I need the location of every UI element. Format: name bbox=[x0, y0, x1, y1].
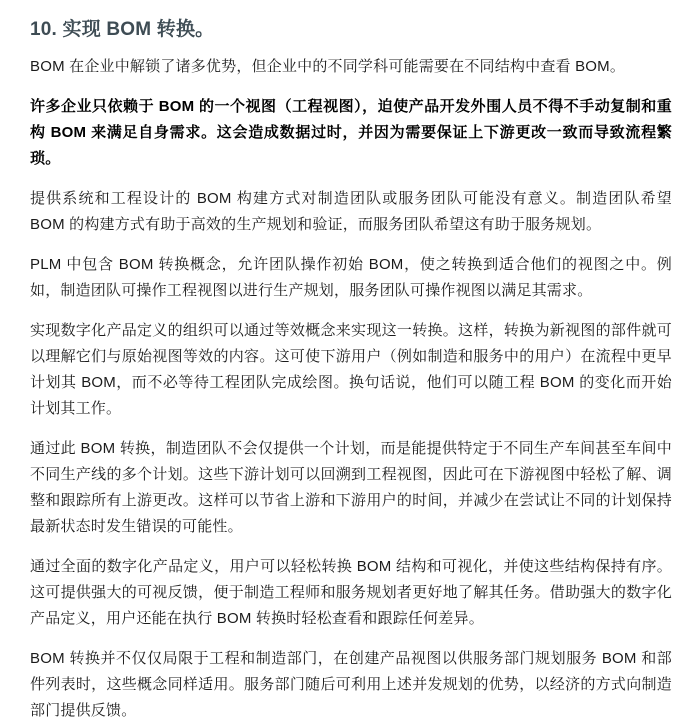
paragraph: 实现数字化产品定义的组织可以通过等效概念来实现这一转换。这样，转换为新视图的部件就可以理解它们与原始视图等效的内容。这可使下游用户（例如制造和服务中的用户）在流程中更早计划其 BOM，而不必等待工程团队完成绘图。换句话说，他们可以随工程 BOM 的变化而开始计划其工作。 bbox=[30, 322, 672, 417]
paragraph: 提供系统和工程设计的 BOM 构建方式对制造团队或服务团队可能没有意义。制造团队希望 BOM 的构建方式有助于高效的生产规划和验证，而服务团队希望这有助于服务规划。 bbox=[30, 190, 672, 233]
page-title: 10. 实现 BOM 转换。 bbox=[30, 19, 215, 40]
paragraph-emphasized: 许多企业只依赖于 BOM 的一个视图（工程视图），迫使产品开发外围人员不得不手动复制和重构 BOM 来满足自身需求。这会造成数据过时，并因为需要保证上下游更改一致而导致流程繁琐。 bbox=[30, 98, 672, 167]
paragraph: 通过全面的数字化产品定义，用户可以轻松转换 BOM 结构和可视化，并使这些结构保持有序。这可提供强大的可视反馈，便于制造工程师和服务规划者更好地了解其任务。借助强大的数字化产品定义，用户还能在执行 BOM 转换时轻松查看和跟踪任何差异。 bbox=[30, 558, 672, 627]
paragraph: PLM 中包含 BOM 转换概念，允许团队操作初始 BOM，使之转换到适合他们的视图之中。例如，制造团队可操作工程视图以进行生产规划，服务团队可操作视图以满足其需求。 bbox=[30, 256, 672, 299]
paragraph: BOM 在企业中解锁了诸多优势，但企业中的不同学科可能需要在不同结构中查看 BOM。 bbox=[30, 58, 626, 75]
paragraph: 通过此 BOM 转换，制造团队不会仅提供一个计划，而是能提供特定于不同生产车间甚至车间中不同生产线的多个计划。这些下游计划可以回溯到工程视图，因此可在下游视图中轻松了解、调整和跟踪所有上游更改。这样可以节省上游和下游用户的时间，并减少在尝试让不同的计划保持最新状态时发生错误的可能性。 bbox=[30, 440, 672, 535]
paragraph: BOM 转换并不仅仅局限于工程和制造部门，在创建产品视图以供服务部门规划服务 BOM 和部件列表时，这些概念同样适用。服务部门随后可利用上述并发规划的优势，以经济的方式向制造部门提供反馈。 bbox=[30, 650, 672, 719]
